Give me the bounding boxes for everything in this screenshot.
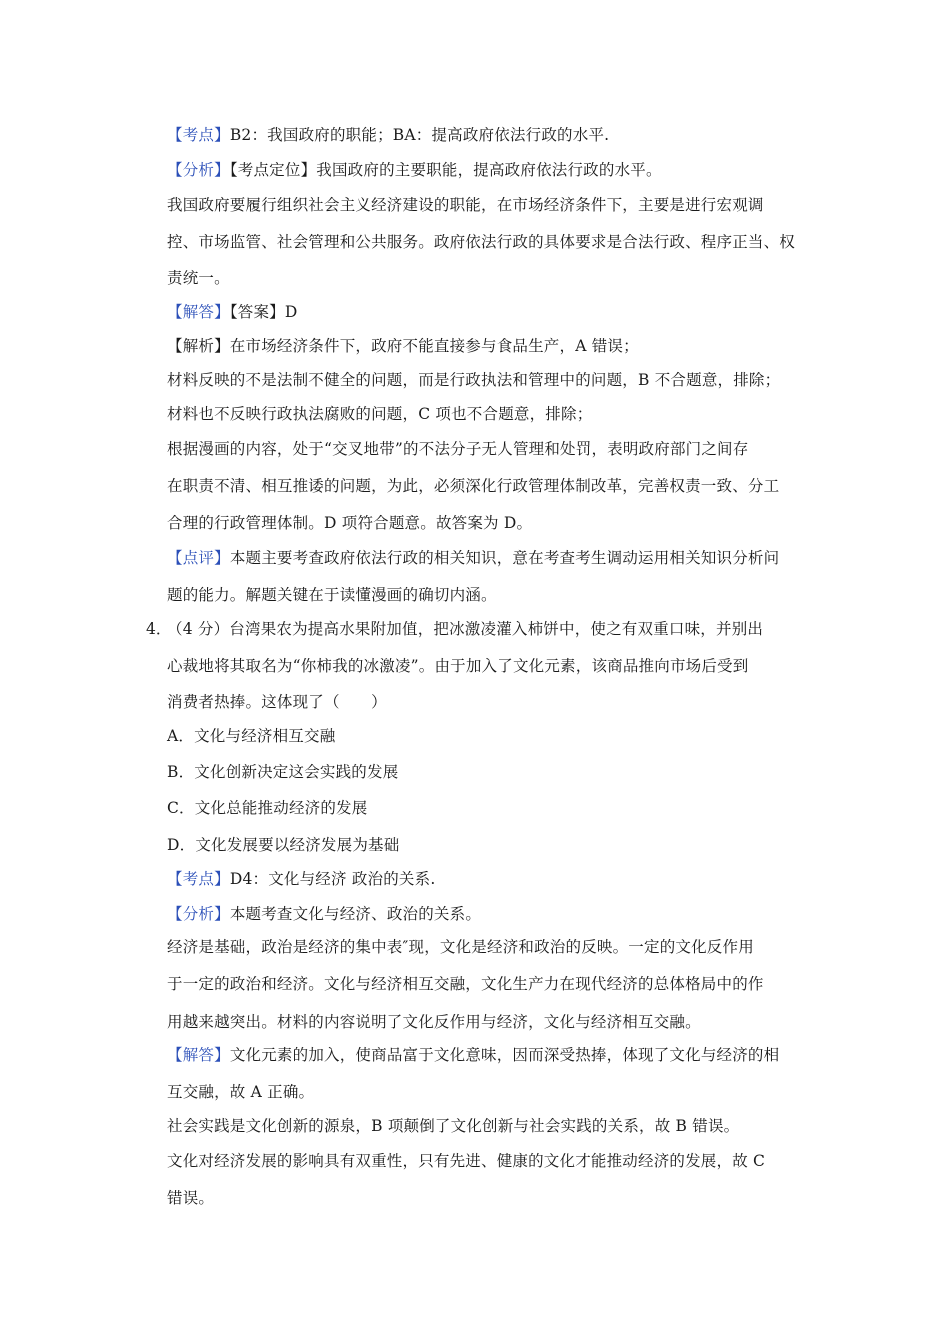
q4-jieda-body-4: 错误。 — [167, 1189, 215, 1207]
q4-jieda-body-2: 社会实践是文化创新的源泉，B 项颠倒了文化创新与社会实践的关系，故 B 错误。 — [167, 1117, 740, 1135]
q4-option-a: A．文化与经济相互交融 — [167, 727, 336, 745]
q3-jiexi-1: 【解析】在市场经济条件下，政府不能直接参与食品生产，A 错误； — [167, 337, 639, 355]
q3-jiexi-3: 材料也不反映行政执法腐败的问题，C 项也不合题意，排除； — [167, 405, 593, 423]
jieda-text: 文化元素的加入，使商品富于文化意味，因而深受热捧，体现了文化与经济的相 — [229, 1046, 780, 1064]
q4-fenxi-body-3: 用越来越突出。材料的内容说明了文化反作用与经济，文化与经济相互交融。 — [167, 1013, 701, 1031]
kaodian-text: B2：我国政府的职能；BA：提高政府依法行政的水平. — [229, 126, 610, 144]
q3-jiexi-5: 在职责不清、相互推诿的问题，为此，必须深化行政管理体制改革，完善权责一致、分工 — [167, 477, 780, 495]
q4-stem-2: 心裁地将其取名为“你柿我的冰激凌”。由于加入了文化元素，该商品推向市场后受到 — [167, 657, 749, 675]
jieda-tag: 【解答】 — [167, 303, 230, 321]
q4-stem-3: 消费者热捧。这体现了（ ） — [167, 693, 387, 711]
fenxi-tag: 【分析】 — [167, 905, 230, 923]
q4-option-b: B．文化创新决定这会实践的发展 — [167, 763, 399, 781]
q4-option-d: D．文化发展要以经济发展为基础 — [167, 836, 400, 854]
q3-jiexi-2: 材料反映的不是法制不健全的问题，而是行政执法和管理中的问题，B 不合题意，排除； — [167, 371, 781, 389]
q4-fenxi-body-1: 经济是基础，政治是经济的集中表″现，文化是经济和政治的反映。一定的文化反作用 — [167, 938, 754, 956]
fenxi-text: 【考点定位】我国政府的主要职能，提高政府依法行政的水平。 — [229, 161, 662, 179]
q4-jieda-line — [167, 1045, 807, 1065]
q4-stem-1: （4 分）台湾果农为提高水果附加值，把冰激凌灌入柿饼中，使之有双重口味，并别出 — [167, 620, 764, 638]
q4-option-c: C．文化总能推动经济的发展 — [167, 799, 368, 817]
q3-fenxi-line — [167, 160, 807, 180]
dianping-text: 本题主要考查政府依法行政的相关知识，意在考查考生调动运用相关知识分析问 — [229, 549, 780, 567]
q3-dianping-line — [167, 548, 807, 568]
q3-fenxi-body-2: 控、市场监管、社会管理和公共服务。政府依法行政的具体要求是合法行政、程序正当、权 — [167, 233, 796, 251]
q4-kaodian-line — [167, 869, 807, 889]
q3-fenxi-body-3: 责统一。 — [167, 269, 230, 287]
jieda-tag: 【解答】 — [167, 1046, 230, 1064]
q3-dianping-line-2: 题的能力。解题关键在于读懂漫画的确切内涵。 — [167, 586, 497, 604]
q3-jieda-line — [167, 302, 807, 322]
kaodian-tag: 【考点】 — [167, 870, 230, 888]
fenxi-tag: 【分析】 — [167, 161, 230, 179]
kaodian-tag: 【考点】 — [167, 126, 230, 144]
jieda-text: 【答案】D — [229, 303, 298, 321]
q4-jieda-body-3: 文化对经济发展的影响具有双重性，只有先进、健康的文化才能推动经济的发展，故 C — [167, 1152, 766, 1170]
q3-jiexi-6: 合理的行政管理体制。D 项符合题意。故答案为 D。 — [167, 514, 533, 532]
q4-number: 4． — [146, 620, 172, 638]
q4-fenxi-body-2: 于一定的政治和经济。文化与经济相互交融，文化生产力在现代经济的总体格局中的作 — [167, 975, 764, 993]
kaodian-text: D4：文化与经济 政治的关系. — [229, 870, 436, 888]
q4-jieda-body-1: 互交融，故 A 正确。 — [167, 1083, 315, 1101]
q3-jiexi-4: 根据漫画的内容，处于“交叉地带”的不法分子无人管理和处罚，表明政府部门之间存 — [167, 440, 749, 458]
q3-fenxi-body-1: 我国政府要履行组织社会主义经济建设的职能，在市场经济条件下，主要是进行宏观调 — [167, 196, 764, 214]
q3-kaodian-line — [167, 125, 807, 145]
q4-fenxi-line — [167, 904, 807, 924]
dianping-tag: 【点评】 — [167, 549, 230, 567]
fenxi-text: 本题考查文化与经济、政治的关系。 — [229, 905, 482, 923]
